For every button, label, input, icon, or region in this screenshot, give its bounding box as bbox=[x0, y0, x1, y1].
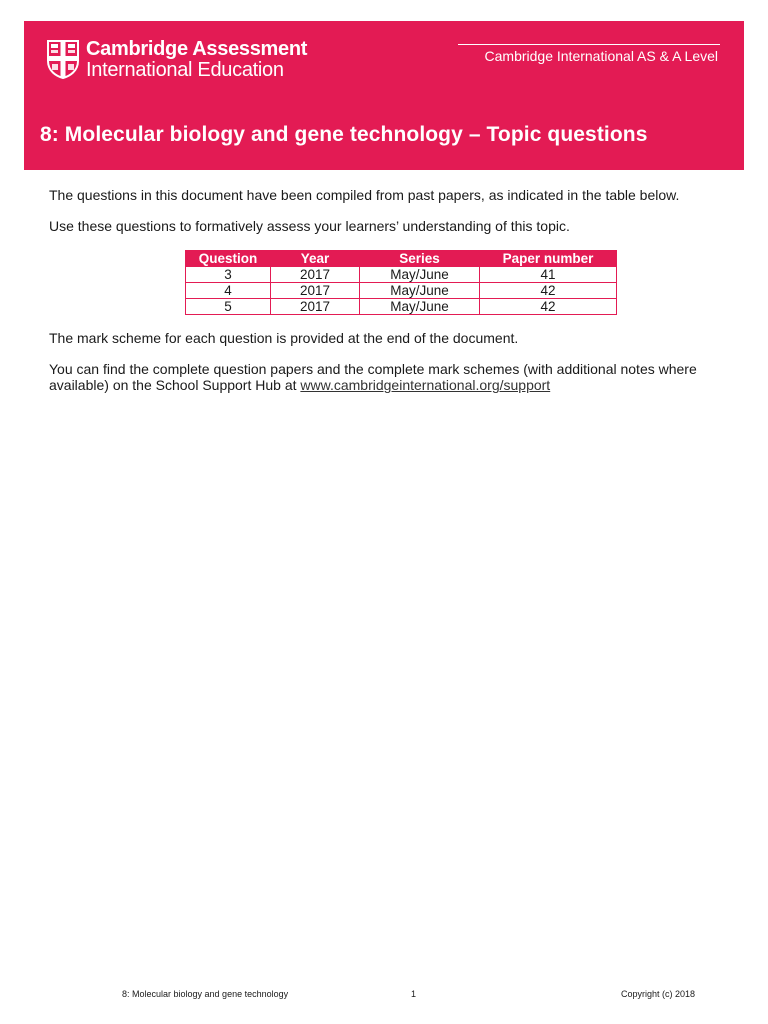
logo-line-2: International Education bbox=[86, 59, 284, 81]
page-title: 8: Molecular biology and gene technology – Topic questions bbox=[40, 123, 648, 146]
document-body bbox=[49, 187, 729, 393]
past-papers-table-wrap bbox=[185, 250, 729, 315]
intro-paragraph: The questions in this document have been compiled from past papers, as indicated in the table below. bbox=[49, 187, 680, 203]
logo-wordmark bbox=[86, 39, 307, 81]
cambridge-logo bbox=[46, 39, 307, 81]
table-row bbox=[186, 267, 617, 283]
footer-topic: 8: Molecular biology and gene technology bbox=[122, 989, 289, 999]
cell-series: May/June bbox=[360, 267, 480, 283]
cell-paper-number: 42 bbox=[480, 299, 617, 315]
cell-series: May/June bbox=[360, 299, 480, 315]
cell-question: 4 bbox=[186, 283, 271, 299]
support-text: You can find the complete question papers and the complete mark schemes (with additional notes where available) on the School Support Hub at bbox=[49, 361, 697, 393]
support-link[interactable]: www.cambridgeinternational.org/support bbox=[300, 377, 551, 393]
table-row bbox=[186, 283, 617, 299]
footer-page-number: 1 bbox=[411, 989, 417, 999]
cell-series: May/June bbox=[360, 283, 480, 299]
usage-paragraph: Use these questions to formatively assess your learners’ understanding of this topic. bbox=[49, 218, 570, 234]
col-header-year: Year bbox=[271, 251, 360, 267]
logo-line-1: Cambridge Assessment bbox=[86, 38, 308, 60]
cell-paper-number: 42 bbox=[480, 283, 617, 299]
cell-question: 5 bbox=[186, 299, 271, 315]
footer-copyright: Copyright (c) 2018 bbox=[621, 989, 696, 999]
cell-year: 2017 bbox=[271, 283, 360, 299]
cell-question: 3 bbox=[186, 267, 271, 283]
qualification-label: Cambridge International AS & A Level bbox=[484, 48, 718, 64]
header-rule bbox=[458, 44, 720, 45]
cell-paper-number: 41 bbox=[480, 267, 617, 283]
past-papers-table bbox=[185, 250, 617, 315]
header-banner bbox=[24, 21, 744, 170]
cell-year: 2017 bbox=[271, 299, 360, 315]
col-header-series: Series bbox=[360, 251, 480, 267]
col-header-question: Question bbox=[186, 251, 271, 267]
cell-year: 2017 bbox=[271, 267, 360, 283]
support-paragraph bbox=[49, 361, 729, 393]
mark-scheme-paragraph: The mark scheme for each question is provided at the end of the document. bbox=[49, 330, 519, 346]
table-header-row bbox=[186, 251, 617, 267]
cambridge-shield-icon bbox=[46, 39, 80, 79]
table-row bbox=[186, 299, 617, 315]
col-header-paper-number: Paper number bbox=[480, 251, 617, 267]
